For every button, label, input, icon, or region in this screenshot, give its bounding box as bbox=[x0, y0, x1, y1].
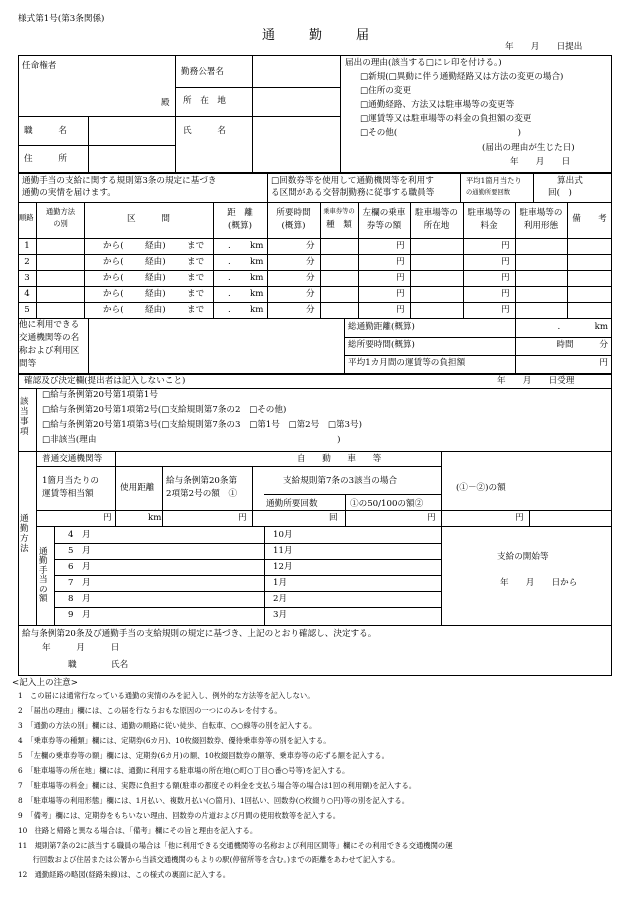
col-time-1: 所要時間 bbox=[276, 208, 311, 218]
note-9: 9 「備考」欄には、定期券をもちいない理由、回数券の片道および月間の使用枚数等を記入する。 bbox=[18, 811, 341, 820]
row-1-from: から( bbox=[103, 241, 124, 251]
unit-yen-2: 円 bbox=[238, 513, 247, 523]
col-distance-2: (概算) bbox=[228, 221, 252, 231]
submit-date: 年 月 日提出 bbox=[505, 42, 583, 52]
row-1-km: km bbox=[250, 241, 264, 251]
reason-option-address[interactable]: □住所の変更 bbox=[360, 86, 412, 96]
applicable-label: 該当事項 bbox=[20, 397, 29, 437]
row-1-yen1: 円 bbox=[396, 241, 405, 251]
month-1: 1月 bbox=[273, 578, 288, 588]
unit-km: km bbox=[148, 513, 162, 523]
start-value: 年 月 日から bbox=[500, 578, 578, 588]
unit-yen-3: 円 bbox=[427, 513, 436, 523]
row-4-yen1: 円 bbox=[396, 289, 405, 299]
reason-heading: 届出の理由(該当する□にレ印を付ける。) bbox=[345, 58, 502, 68]
other-transport-label-2: 交通機関等の名 bbox=[19, 333, 80, 343]
row-3-km: km bbox=[250, 273, 264, 283]
monthly-fare-eq-2: 運賃等相当額 bbox=[42, 489, 94, 499]
row-4-dot: . bbox=[228, 289, 231, 299]
car-label: 自 動 車 等 bbox=[297, 454, 386, 464]
reason-option-new[interactable]: □新規(□異動に伴う通勤経路又は方法の変更の場合) bbox=[360, 72, 564, 82]
note-10: 10 往路と帰路と異なる場合は、「備考」欄にその旨と理由を記入する。 bbox=[18, 826, 258, 835]
row-5-dot: . bbox=[228, 305, 231, 315]
month-12: 12月 bbox=[273, 562, 293, 572]
col-parking-form-2: 利用形態 bbox=[523, 221, 559, 231]
note-2: 2 「届出の理由」欄には、この届を行なうおもな原因の一つにのみレを付する。 bbox=[18, 706, 282, 715]
row-4-from: から( bbox=[103, 289, 124, 299]
diff-label: (①－②)の額 bbox=[456, 483, 506, 493]
reason-option-other[interactable]: □その他( ) bbox=[360, 128, 521, 138]
col-ticket-type-2: 種 類 bbox=[326, 220, 352, 230]
note-6: 6 「駐車場等の所在地」欄には、通勤に利用する駐車場の所在地(○町○丁目○番○号等)を記入する。 bbox=[18, 766, 350, 775]
row-3-min: 分 bbox=[306, 273, 315, 283]
office-label: 勤務公署名 bbox=[181, 67, 224, 77]
col-parking-fee-2: 料金 bbox=[480, 221, 498, 231]
monthly-fare-eq-1: 1箇月当たりの bbox=[42, 476, 100, 486]
reason-date-label: (届出の理由が生じた日) bbox=[482, 143, 575, 153]
note-11-cont: 行回数および住居または公署から当該交通機関のもよりの駅(停留所等を含む。)までの距離をあわせて記入する。 bbox=[18, 855, 400, 864]
appointer-label: 任命権者 bbox=[22, 61, 57, 71]
location-label: 所 在 地 bbox=[183, 96, 226, 106]
other-transport-label-3: 称および利用区 bbox=[19, 346, 80, 356]
row-3-yen1: 円 bbox=[396, 273, 405, 283]
row-3-via: 経由) bbox=[145, 273, 166, 283]
row-4-to: まで bbox=[187, 289, 205, 299]
total-time-value: 時間 分 bbox=[556, 340, 608, 350]
col-ticket-type-1: 乗車券等の bbox=[323, 208, 355, 215]
row-2-no: 2 bbox=[24, 257, 30, 267]
unit-times: 回 bbox=[329, 513, 338, 523]
row-5-min: 分 bbox=[306, 305, 315, 315]
month-10: 10月 bbox=[273, 530, 293, 540]
row-5-yen1: 円 bbox=[396, 305, 405, 315]
row-5-to: まで bbox=[187, 305, 205, 315]
col-distance-1: 距 離 bbox=[227, 208, 253, 218]
col-fare-2: 券等の額 bbox=[366, 221, 402, 231]
row-2-dot: . bbox=[228, 257, 231, 267]
note-5: 5 「左欄の乗車券等の額」欄には、定期券(6カ月)の額、10枚綴回数券の額等、乗車券等の応ずる額を記入する。 bbox=[18, 751, 389, 760]
reason-option-fare[interactable]: □運賃等又は駐車場等の料金の負担額の変更 bbox=[360, 114, 532, 124]
col-time-2: (概算) bbox=[281, 221, 306, 231]
start-label: 支給の開始等 bbox=[497, 552, 549, 562]
row-2-from: から( bbox=[103, 257, 124, 267]
formula-value: 回( ) bbox=[548, 188, 572, 198]
total-time-label: 総所要時間(概算) bbox=[348, 340, 415, 350]
row-1-yen2: 円 bbox=[501, 241, 510, 251]
trip-count-label: 通勤所要回数 bbox=[266, 499, 318, 509]
col-parking-location-2: 所在地 bbox=[423, 221, 450, 231]
row-4-km: km bbox=[250, 289, 264, 299]
row-1-min: 分 bbox=[306, 241, 315, 251]
row-2-via: 経由) bbox=[145, 257, 166, 267]
note-1: 1 この届には通常行なっている通勤の実情のみを記入し、例外的な方法等を記入しない。 bbox=[18, 691, 315, 700]
row-3-dot: . bbox=[228, 273, 231, 283]
reason-option-route[interactable]: □通勤経路、方法又は駐車場等の変更等 bbox=[360, 100, 515, 110]
row-2-yen2: 円 bbox=[501, 257, 510, 267]
col-method-2: の別 bbox=[53, 219, 68, 228]
row-3-from: から( bbox=[103, 273, 124, 283]
month-5: 5 月 bbox=[68, 546, 91, 556]
amount-20-2: 2項第2号の額 ① bbox=[166, 489, 238, 499]
other-transport-label-1: 他に利用できる bbox=[19, 320, 80, 330]
month-9: 9 月 bbox=[68, 610, 91, 620]
col-parking-form-1: 駐車場等の bbox=[519, 208, 563, 218]
official-signature: 職 氏名 bbox=[68, 660, 129, 670]
amount-20-1: 給与条例第20条第 bbox=[166, 476, 238, 486]
col-parking-fee-1: 駐車場等の bbox=[467, 208, 511, 218]
row-5-no: 5 bbox=[24, 305, 30, 315]
row-3-to: まで bbox=[187, 273, 205, 283]
note-8: 8 「駐車場等の利用形態」欄には、1月払い、複数月払い(○箇月)、1回払い、回数券(○枚綴り○円)等の別を記入する。 bbox=[18, 796, 410, 805]
row-2-yen1: 円 bbox=[396, 257, 405, 267]
row-4-yen2: 円 bbox=[501, 289, 510, 299]
amount-2-label: ①の50/100の額② bbox=[350, 499, 424, 509]
note-3: 3 「通勤の方法の別」欄には、通勤の順路に従い徒歩、自転車、○○線等の別を記入する。 bbox=[18, 721, 317, 730]
received-date: 年 月 日受理 bbox=[497, 376, 575, 386]
monthly-fare-value: 円 bbox=[599, 358, 608, 368]
reason-date-value: 年 月 日 bbox=[510, 157, 571, 167]
allowance-label: 通勤手当の額 bbox=[39, 547, 48, 605]
formula-label: 算出式 bbox=[557, 176, 583, 186]
avg-trips-label-2: の通勤所要回数 bbox=[466, 189, 511, 196]
shift-worker-check-2: る区間がある交替制勤務に従事する職員等 bbox=[271, 188, 435, 198]
month-4: 4 月 bbox=[68, 530, 91, 540]
row-5-yen2: 円 bbox=[501, 305, 510, 315]
note-7: 7 「駐車場等の料金」欄には、実際に負担する額(駐車の都度その料金を支払う場合等の場合は1回の利用額)を記入する。 bbox=[18, 781, 417, 790]
row-4-no: 4 bbox=[24, 289, 30, 299]
address-label: 住 所 bbox=[24, 154, 67, 164]
applicable-item-3[interactable]: □給与条例第20号第1項第3号(□支給規則第7条の3 □第1号 □第2号 □第3号) bbox=[42, 420, 362, 430]
row-2-min: 分 bbox=[306, 257, 315, 267]
applicable-item-2[interactable]: □給与条例第20号第1項第2号(□支給規則第7条の2 □その他) bbox=[42, 405, 287, 415]
row-5-via: 経由) bbox=[145, 305, 166, 315]
notes-heading: <記入上の注意> bbox=[12, 678, 78, 688]
col-remarks: 備 考 bbox=[572, 214, 607, 224]
row-5-km: km bbox=[250, 305, 264, 315]
col-seq: 順路 bbox=[19, 213, 34, 222]
unit-yen-1: 円 bbox=[103, 513, 112, 523]
other-transport-label-4: 間等 bbox=[19, 359, 37, 369]
row-2-to: まで bbox=[187, 257, 205, 267]
month-7: 7 月 bbox=[68, 578, 91, 588]
month-6: 6 月 bbox=[68, 562, 91, 572]
honorific: 殿 bbox=[161, 98, 170, 108]
row-4-via: 経由) bbox=[145, 289, 166, 299]
row-1-dot: . bbox=[228, 241, 231, 251]
row-2-km: km bbox=[250, 257, 264, 267]
row-1-no: 1 bbox=[24, 241, 30, 251]
post-label: 職 名 bbox=[24, 126, 67, 136]
name-label: 氏 名 bbox=[183, 126, 226, 136]
total-distance-label: 総通勤距離(概算) bbox=[348, 322, 415, 332]
col-method-1: 通勤方法 bbox=[45, 207, 76, 216]
note-12: 12 通勤経路の略図(経路朱線)は、この様式の裏面に記入する。 bbox=[18, 870, 230, 879]
applicable-item-4[interactable]: □非該当(理由 ) bbox=[42, 435, 341, 445]
month-3: 3月 bbox=[273, 610, 288, 620]
form-number: 様式第1号(第3条関係) bbox=[18, 14, 105, 24]
row-1-via: 経由) bbox=[145, 241, 166, 251]
row-4-min: 分 bbox=[306, 289, 315, 299]
applicable-item-1[interactable]: □給与条例第20号第1項第1号 bbox=[42, 390, 158, 400]
decision-date: 年 月 日 bbox=[42, 643, 120, 653]
report-text-2: 通勤の実情を届けます。 bbox=[22, 188, 116, 198]
month-11: 11月 bbox=[273, 546, 293, 556]
total-distance-value: . km bbox=[557, 322, 608, 332]
unit-yen-4: 円 bbox=[515, 513, 524, 523]
document-title: 通勤届 bbox=[262, 28, 404, 43]
report-text-1: 通勤手当の支給に関する規則第3条の規定に基づき bbox=[22, 176, 217, 186]
monthly-fare-label: 平均1カ月間の運賃等の負担額 bbox=[348, 358, 466, 368]
confirm-heading: 確認及び決定欄(提出者は記入しないこと) bbox=[24, 376, 186, 386]
note-11: 11 規則第7条の2に該当する職員の場合は「他に利用できる交通機関等の名称および利用区間等」欄にその利用できる交通機関の運 bbox=[18, 841, 453, 850]
row-5-from: から( bbox=[103, 305, 124, 315]
distance-used-label: 使用距離 bbox=[120, 483, 155, 493]
public-transport-label: 普通交通機関等 bbox=[42, 454, 103, 464]
row-1-to: まで bbox=[187, 241, 205, 251]
row-3-yen2: 円 bbox=[501, 273, 510, 283]
note-4: 4 「乗車券等の種類」欄には、定期券(6カ月)、10枚綴回数券、優待乗車券等の別を記入する。 bbox=[18, 736, 331, 745]
col-fare-1: 左欄の乗車 bbox=[362, 208, 406, 218]
month-2: 2月 bbox=[273, 594, 288, 604]
avg-trips-label-1: 平均1箇月当たり bbox=[466, 176, 522, 185]
row-3-no: 3 bbox=[24, 273, 30, 283]
method-label: 通勤方法 bbox=[20, 514, 29, 554]
decision-text: 給与条例第20条及び通勤手当の支給規則の規定に基づき、上記のとおり確認し、決定する。 bbox=[22, 629, 377, 639]
col-section: 区 間 bbox=[127, 214, 170, 224]
case-7-3-label: 支給規則第7条の3該当の場合 bbox=[283, 476, 398, 486]
shift-worker-check-1[interactable]: □回数券等を使用して通勤機関等を利用す bbox=[271, 176, 434, 186]
month-8: 8 月 bbox=[68, 594, 91, 604]
col-parking-location-1: 駐車場等の bbox=[415, 208, 458, 218]
